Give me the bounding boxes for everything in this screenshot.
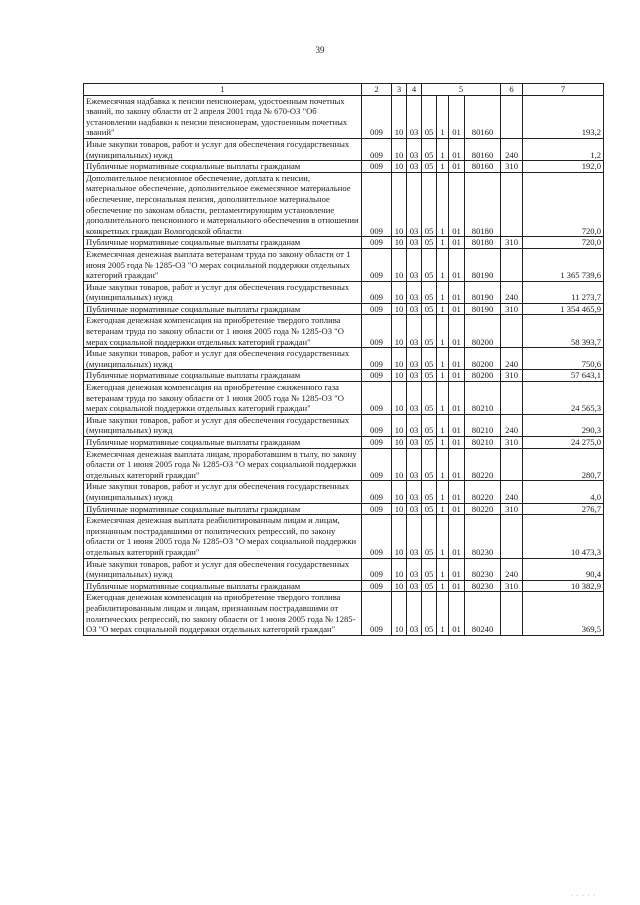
row-code-5a: 05 [422,237,437,249]
row-code-6 [501,382,523,415]
row-code-5b: 1 [437,95,449,138]
row-amount: 276,7 [523,503,604,515]
row-code-6 [501,448,523,481]
row-code-5c: 01 [449,437,465,449]
row-code-6 [501,172,523,237]
row-code-6: 310 [501,303,523,315]
row-code-4: 03 [407,515,422,558]
row-code-4: 03 [407,95,422,138]
row-code-5b: 1 [437,414,449,436]
row-code-3: 10 [392,303,407,315]
row-amount: 750,6 [523,348,604,370]
row-code-5c: 01 [449,382,465,415]
row-code-3: 10 [392,138,407,160]
row-code-5d: 80200 [465,348,501,370]
row-code-5a: 05 [422,580,437,592]
row-code-6 [501,515,523,558]
row-amount: 10 473,3 [523,515,604,558]
row-code-3: 10 [392,370,407,382]
row-code-2: 009 [362,348,392,370]
row-code-5d: 80230 [465,580,501,592]
row-code-5d: 80220 [465,503,501,515]
table-row [84,248,604,281]
row-code-3: 10 [392,172,407,237]
row-code-4: 03 [407,237,422,249]
table-row [84,437,604,449]
row-code-5b: 1 [437,315,449,348]
row-amount: 24 565,3 [523,382,604,415]
row-code-6: 240 [501,348,523,370]
row-code-5d: 80210 [465,437,501,449]
row-code-5d: 80200 [465,370,501,382]
scan-corner-mark: · · · · · [571,893,596,899]
row-code-4: 03 [407,348,422,370]
col-header-3: 3 [392,84,407,96]
table-row [84,237,604,249]
row-description: Иные закупки товаров, работ и услуг для обеспечения государственных (муниципальных) нужд [84,414,362,436]
row-code-2: 009 [362,315,392,348]
table-row [84,592,604,635]
row-code-5a: 05 [422,248,437,281]
row-code-5b: 1 [437,437,449,449]
row-code-5c: 01 [449,315,465,348]
row-code-6: 310 [501,161,523,173]
row-code-5c: 01 [449,414,465,436]
row-description: Ежегодная денежная компенсация на приобретение твердого топлива ветеранам труда по закону области от 1 июня 2005 года № 1285-ОЗ "О мерах социальной поддержки отдельных категорий граждан" [84,315,362,348]
row-amount: 1 354 465,9 [523,303,604,315]
row-code-5a: 05 [422,503,437,515]
row-code-2: 009 [362,580,392,592]
row-code-4: 03 [407,437,422,449]
row-code-5b: 1 [437,348,449,370]
row-code-2: 009 [362,237,392,249]
row-description: Публичные нормативные социальные выплаты гражданам [84,437,362,449]
table-row [84,503,604,515]
row-code-5b: 1 [437,580,449,592]
row-code-6 [501,315,523,348]
row-description: Ежемесячная денежная выплата ветеранам труда по закону области от 1 июня 2005 года № 1285-ОЗ "О мерах социальной поддержки отдельных категорий граждан" [84,248,362,281]
row-code-5c: 01 [449,281,465,303]
row-code-6: 310 [501,237,523,249]
row-code-2: 009 [362,558,392,580]
row-code-2: 009 [362,437,392,449]
row-code-5a: 05 [422,448,437,481]
row-code-5b: 1 [437,370,449,382]
row-code-6 [501,592,523,635]
row-code-6: 240 [501,481,523,503]
row-code-3: 10 [392,437,407,449]
row-code-3: 10 [392,237,407,249]
row-code-3: 10 [392,481,407,503]
row-description: Иные закупки товаров, работ и услуг для обеспечения государственных (муниципальных) нужд [84,558,362,580]
row-code-5d: 80180 [465,237,501,249]
row-amount: 57 643,1 [523,370,604,382]
row-code-5c: 01 [449,95,465,138]
row-code-2: 009 [362,481,392,503]
table-row [84,172,604,237]
row-code-5c: 01 [449,138,465,160]
row-code-6: 240 [501,281,523,303]
row-code-3: 10 [392,515,407,558]
col-header-7: 7 [523,84,604,96]
row-code-5c: 01 [449,592,465,635]
row-code-5c: 01 [449,503,465,515]
row-code-4: 03 [407,481,422,503]
row-code-5d: 80220 [465,448,501,481]
row-code-5d: 80230 [465,515,501,558]
row-code-5c: 01 [449,448,465,481]
row-code-5c: 01 [449,237,465,249]
table-row [84,95,604,138]
row-code-6: 310 [501,580,523,592]
row-code-5d: 80180 [465,172,501,237]
row-code-5a: 05 [422,281,437,303]
table-row [84,448,604,481]
row-code-4: 03 [407,592,422,635]
row-code-6 [501,95,523,138]
row-description: Ежегодная денежная компенсация на приобретение сжиженного газа ветеранам труда по закону области от 1 июня 2005 года № 1285-ОЗ "О мерах социальной поддержки отдельных категорий граждан" [84,382,362,415]
row-code-4: 03 [407,303,422,315]
budget-table [83,83,604,636]
row-code-5c: 01 [449,558,465,580]
row-code-5a: 05 [422,515,437,558]
row-code-2: 009 [362,138,392,160]
row-code-5c: 01 [449,348,465,370]
table-row [84,382,604,415]
table-row [84,580,604,592]
row-code-4: 03 [407,172,422,237]
row-code-2: 009 [362,592,392,635]
row-description: Публичные нормативные социальные выплаты гражданам [84,580,362,592]
page-number: 39 [315,45,325,55]
row-code-3: 10 [392,281,407,303]
row-code-2: 009 [362,281,392,303]
row-code-5d: 80160 [465,138,501,160]
row-description: Публичные нормативные социальные выплаты гражданам [84,370,362,382]
row-code-2: 009 [362,161,392,173]
row-code-4: 03 [407,448,422,481]
row-code-5a: 05 [422,138,437,160]
row-code-5b: 1 [437,248,449,281]
row-code-5c: 01 [449,303,465,315]
row-description: Ежемесячная денежная выплата лицам, проработавшим в тылу, по закону области от 1 июня 2005 года № 1285-ОЗ "О мерах социальной поддержки отдельных категорий граждан" [84,448,362,481]
row-code-5d: 80220 [465,481,501,503]
row-code-5b: 1 [437,503,449,515]
row-code-2: 009 [362,515,392,558]
row-code-5c: 01 [449,515,465,558]
row-code-3: 10 [392,558,407,580]
row-code-2: 009 [362,503,392,515]
row-description: Иные закупки товаров, работ и услуг для обеспечения государственных (муниципальных) нужд [84,348,362,370]
row-code-5a: 05 [422,95,437,138]
table-row [84,515,604,558]
row-code-5d: 80210 [465,382,501,415]
row-amount: 58 393,7 [523,315,604,348]
row-code-3: 10 [392,161,407,173]
row-code-6: 310 [501,503,523,515]
row-description: Публичные нормативные социальные выплаты гражданам [84,237,362,249]
row-code-5b: 1 [437,592,449,635]
row-code-4: 03 [407,382,422,415]
table-row [84,161,604,173]
row-description: Ежемесячная денежная выплата реабилитированным лицам и лицам, признанным пострадавшими от политических репрессий, по закону области от 1 июня 2005 года № 1285-ОЗ "О мерах социальной поддержки отдельных категорий граждан" [84,515,362,558]
row-code-5a: 05 [422,172,437,237]
row-description: Ежемесячная надбавка к пенсии пенсионерам, удостоенным почетных званий, по закону области от 2 апреля 2001 года № 670-ОЗ "Об установлении надбавки к пенсии пенсионерам, удостоенным почетных званий" [84,95,362,138]
row-code-4: 03 [407,580,422,592]
row-code-5a: 05 [422,161,437,173]
row-code-2: 009 [362,414,392,436]
row-code-5b: 1 [437,281,449,303]
table-row [84,370,604,382]
row-code-5a: 05 [422,303,437,315]
table-header-row [84,84,604,96]
row-amount: 1 365 739,6 [523,248,604,281]
row-amount: 10 382,9 [523,580,604,592]
row-description: Иные закупки товаров, работ и услуг для обеспечения государственных (муниципальных) нужд [84,481,362,503]
table-row [84,481,604,503]
table-row [84,281,604,303]
row-code-5d: 80160 [465,161,501,173]
row-code-5c: 01 [449,248,465,281]
row-code-5a: 05 [422,592,437,635]
row-code-5c: 01 [449,370,465,382]
row-code-3: 10 [392,414,407,436]
row-description: Дополнительное пенсионное обеспечение, доплата к пенсии, материальное обеспечение, дополнительное ежемесячное материальное обеспечение, персональная пенсия, дополнительное материальное обеспечение по законам области, регламентирующим установление дополнительного пенсионного и материального обеспечения в отношении конкретных граждан Вологодской области [84,172,362,237]
row-code-5d: 80200 [465,315,501,348]
row-description: Публичные нормативные социальные выплаты гражданам [84,161,362,173]
table-row [84,414,604,436]
row-code-5d: 80160 [465,95,501,138]
row-amount: 4,0 [523,481,604,503]
row-amount: 290,3 [523,414,604,436]
row-code-4: 03 [407,558,422,580]
row-code-4: 03 [407,248,422,281]
row-code-4: 03 [407,281,422,303]
row-code-5a: 05 [422,382,437,415]
row-code-4: 03 [407,315,422,348]
row-code-5a: 05 [422,481,437,503]
row-code-5b: 1 [437,481,449,503]
row-code-4: 03 [407,503,422,515]
row-description: Иные закупки товаров, работ и услуг для обеспечения государственных (муниципальных) нужд [84,138,362,160]
row-code-5b: 1 [437,161,449,173]
row-code-6 [501,248,523,281]
row-code-5b: 1 [437,237,449,249]
row-code-2: 009 [362,382,392,415]
row-code-5c: 01 [449,172,465,237]
row-code-6: 240 [501,414,523,436]
row-amount: 11 273,7 [523,281,604,303]
row-code-4: 03 [407,414,422,436]
row-amount: 24 275,0 [523,437,604,449]
row-code-5d: 80210 [465,414,501,436]
row-code-4: 03 [407,138,422,160]
table-row [84,138,604,160]
row-code-2: 009 [362,448,392,481]
row-code-4: 03 [407,370,422,382]
row-code-5d: 80190 [465,303,501,315]
row-code-6: 310 [501,437,523,449]
row-code-5b: 1 [437,172,449,237]
table-row [84,348,604,370]
row-code-3: 10 [392,592,407,635]
row-code-3: 10 [392,315,407,348]
col-header-5: 5 [422,84,501,96]
row-code-5b: 1 [437,515,449,558]
row-code-3: 10 [392,95,407,138]
row-code-5b: 1 [437,303,449,315]
row-code-6: 240 [501,558,523,580]
row-code-5b: 1 [437,382,449,415]
row-code-5a: 05 [422,558,437,580]
row-code-3: 10 [392,348,407,370]
row-code-5a: 05 [422,414,437,436]
row-code-6: 240 [501,138,523,160]
row-amount: 720,0 [523,237,604,249]
row-code-3: 10 [392,503,407,515]
row-code-5b: 1 [437,138,449,160]
row-amount: 369,5 [523,592,604,635]
row-amount: 193,2 [523,95,604,138]
row-code-5a: 05 [422,315,437,348]
row-code-5d: 80230 [465,558,501,580]
row-amount: 720,0 [523,172,604,237]
row-amount: 1,2 [523,138,604,160]
col-header-6: 6 [501,84,523,96]
row-code-5a: 05 [422,370,437,382]
row-amount: 280,7 [523,448,604,481]
row-code-5d: 80190 [465,248,501,281]
row-code-6: 310 [501,370,523,382]
row-code-2: 009 [362,95,392,138]
row-code-5b: 1 [437,448,449,481]
table-row [84,558,604,580]
col-header-2: 2 [362,84,392,96]
row-code-5a: 05 [422,348,437,370]
row-code-2: 009 [362,370,392,382]
row-code-3: 10 [392,382,407,415]
table-row [84,303,604,315]
row-code-3: 10 [392,580,407,592]
row-code-2: 009 [362,303,392,315]
row-code-5d: 80240 [465,592,501,635]
row-amount: 90,4 [523,558,604,580]
row-code-2: 009 [362,248,392,281]
row-code-5c: 01 [449,580,465,592]
row-code-5c: 01 [449,161,465,173]
table-row [84,315,604,348]
row-description: Публичные нормативные социальные выплаты гражданам [84,303,362,315]
row-description: Публичные нормативные социальные выплаты гражданам [84,503,362,515]
row-code-5c: 01 [449,481,465,503]
col-header-4: 4 [407,84,422,96]
row-code-5a: 05 [422,437,437,449]
row-code-3: 10 [392,448,407,481]
row-amount: 192,0 [523,161,604,173]
row-code-4: 03 [407,161,422,173]
row-description: Иные закупки товаров, работ и услуг для обеспечения государственных (муниципальных) нужд [84,281,362,303]
row-code-5b: 1 [437,558,449,580]
row-description: Ежегодная денежная компенсация на приобретение твердого топлива реабилитированным лицам и лицам, признанным пострадавшими от политических репрессий, по закону области от 1 июня 2005 года № 1285-ОЗ "О мерах социальной поддержки отдельных категорий граждан" [84,592,362,635]
row-code-5d: 80190 [465,281,501,303]
col-header-1: 1 [84,84,362,96]
row-code-3: 10 [392,248,407,281]
row-code-2: 009 [362,172,392,237]
